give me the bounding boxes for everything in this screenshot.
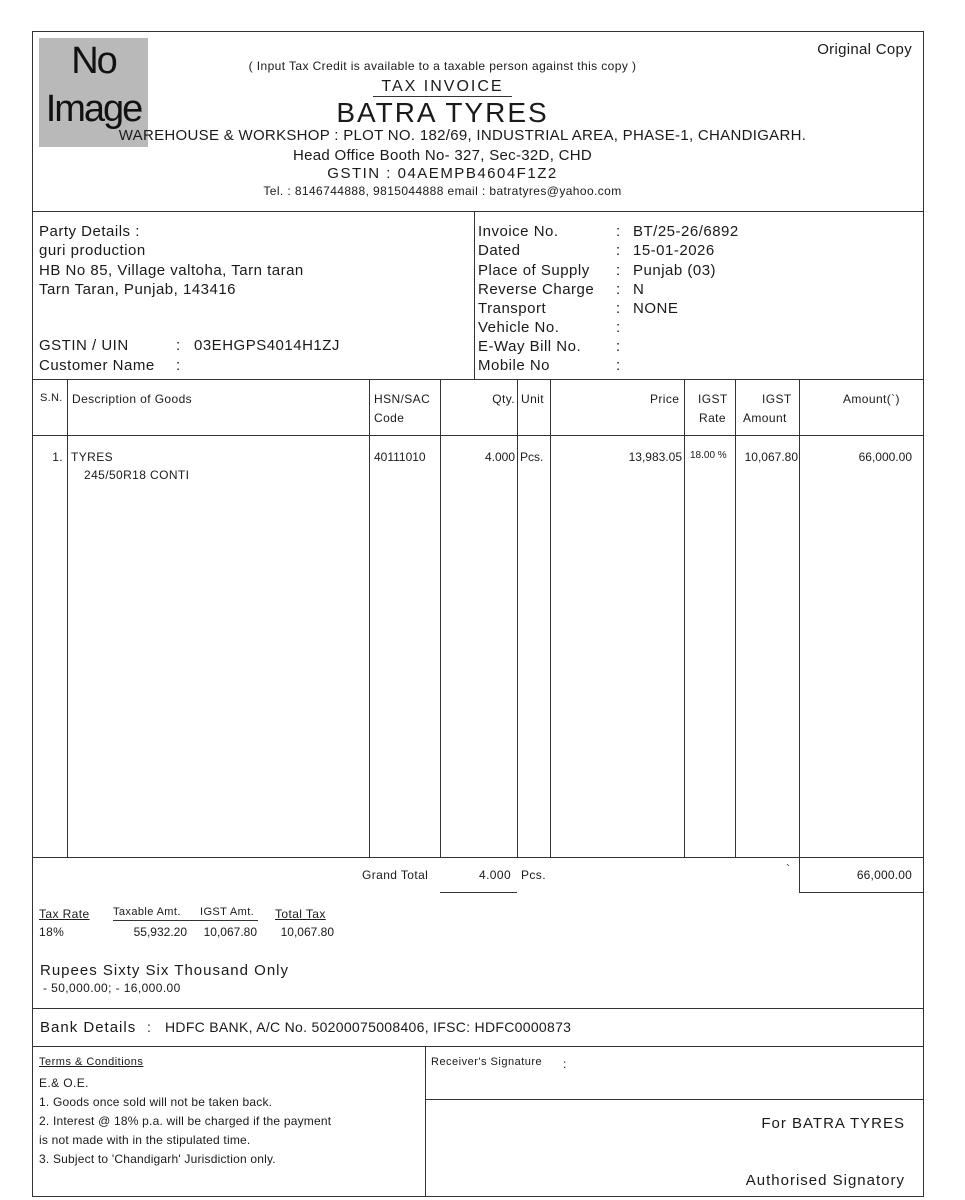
row-qty: 4.000 xyxy=(484,450,515,464)
party-gstin-value: 03EHGPS4014H1ZJ xyxy=(194,337,340,354)
itc-note: ( Input Tax Credit is available to a taxable person against this copy ) xyxy=(248,59,637,73)
taxable-amt-header: Taxable Amt. xyxy=(113,906,181,918)
bank-details-value: HDFC BANK, A/C No. 50200075008406, IFSC: HDFC0000873 xyxy=(165,1019,572,1035)
terms-line-1: E.& O.E. xyxy=(39,1076,89,1090)
th-hsn-1: HSN/SAC xyxy=(374,392,431,406)
tax-header-underline xyxy=(113,920,258,921)
th-igst-rate-2: Rate xyxy=(699,411,726,425)
row-price: 13,983.05 xyxy=(628,450,682,464)
divider-terms-top xyxy=(32,1046,924,1047)
th-qty: Qty. xyxy=(492,392,515,406)
reverse-charge-value: N xyxy=(633,281,645,298)
dated-label: Dated xyxy=(478,242,521,259)
col-line-qty xyxy=(517,379,518,857)
party-name: guri production xyxy=(39,242,146,259)
divider-bank-top xyxy=(32,1008,924,1009)
tax-rate-header: Tax Rate xyxy=(39,907,90,921)
grand-total-amount-underline xyxy=(799,892,924,893)
th-unit: Unit xyxy=(521,392,544,406)
dated-value: 15-01-2026 xyxy=(633,242,715,259)
invoice-no-colon: : xyxy=(616,223,621,240)
th-amount: Amount(`) xyxy=(843,392,900,406)
terms-line-2: 1. Goods once sold will not be taken back. xyxy=(39,1095,273,1109)
party-address-1: HB No 85, Village valtoha, Tarn taran xyxy=(39,262,304,279)
th-igst-rate-1: IGST xyxy=(698,392,728,406)
th-igst-amount-2: Amount xyxy=(743,411,787,425)
party-address-2: Tarn Taran, Punjab, 143416 xyxy=(39,281,237,298)
copy-label: Original Copy xyxy=(817,41,912,58)
vehicle-no-colon: : xyxy=(616,319,621,336)
mobile-no-label: Mobile No xyxy=(478,357,551,374)
place-of-supply-label: Place of Supply xyxy=(478,262,590,279)
igst-amt-header: IGST Amt. xyxy=(200,906,255,918)
col-line-igst-amount xyxy=(799,379,800,857)
col-line-desc xyxy=(369,379,370,857)
terms-line-4: is not made with in the stipulated time. xyxy=(39,1133,251,1147)
transport-label: Transport xyxy=(478,300,547,317)
amount-in-words: Rupees Sixty Six Thousand Only xyxy=(40,962,290,979)
col-line-igst-rate xyxy=(735,379,736,857)
grand-total-qty: 4.000 xyxy=(479,868,512,882)
company-address-2: Head Office Booth No- 327, Sec-32D, CHD xyxy=(292,147,593,164)
divider-terms-signature xyxy=(425,1046,426,1197)
vehicle-no-label: Vehicle No. xyxy=(478,319,560,336)
row-unit: Pcs. xyxy=(520,450,544,464)
th-sn: S.N. xyxy=(40,392,63,404)
party-gstin-label: GSTIN / UIN xyxy=(39,337,129,354)
row-igst-rate: 18.00 % xyxy=(690,450,727,461)
row-desc: TYRES xyxy=(71,450,114,464)
company-gstin: GSTIN : 04AEMPB4604F1Z2 xyxy=(327,165,558,182)
th-hsn-2: Code xyxy=(374,411,405,425)
terms-line-5: 3. Subject to 'Chandigarh' Jurisdiction only. xyxy=(39,1152,276,1166)
igst-amt-value: 10,067.80 xyxy=(203,925,257,939)
authorised-signatory: Authorised Signatory xyxy=(745,1172,905,1189)
total-tax-value: 10,067.80 xyxy=(280,925,334,939)
divider-header xyxy=(32,211,924,212)
bank-details-colon: : xyxy=(147,1019,152,1035)
party-heading: Party Details : xyxy=(39,223,140,240)
divider-receiver-signature xyxy=(425,1099,924,1100)
col-line-price xyxy=(684,379,685,857)
grand-total-unit: Pcs. xyxy=(521,868,546,882)
company-contact: Tel. : 8146744888, 9815044888 email : batratyres@yahoo.com xyxy=(263,184,622,198)
divider-party-table xyxy=(32,379,924,380)
bank-details-label: Bank Details xyxy=(40,1019,137,1036)
invoice-no-label: Invoice No. xyxy=(478,223,559,240)
place-of-supply-colon: : xyxy=(616,262,621,279)
grand-total-amount-left-line xyxy=(799,857,800,893)
grand-total-amount: 66,000.00 xyxy=(856,868,912,882)
th-price: Price xyxy=(650,392,680,406)
party-gstin-colon: : xyxy=(176,337,181,354)
total-tax-header: Total Tax xyxy=(275,907,326,921)
row-amount: 66,000.00 xyxy=(858,450,912,464)
grand-total-currency: ` xyxy=(786,862,791,876)
th-igst-amount-1: IGST xyxy=(762,392,792,406)
eway-bill-label: E-Way Bill No. xyxy=(478,338,582,355)
customer-name-label: Customer Name xyxy=(39,357,155,374)
divider-grand-total-top xyxy=(32,857,924,858)
terms-line-3: 2. Interest @ 18% p.a. will be charged if the payment xyxy=(39,1114,332,1128)
divider-party-invoice xyxy=(474,211,475,379)
row-hsn: 40111010 xyxy=(374,450,426,464)
dated-colon: : xyxy=(616,242,621,259)
transport-colon: : xyxy=(616,300,621,317)
doc-title-text: TAX INVOICE xyxy=(373,78,511,97)
logo-text-line1: No xyxy=(71,40,116,82)
taxable-amt-value: 55,932.20 xyxy=(133,925,187,939)
tax-rate-value: 18% xyxy=(39,925,65,939)
grand-total-qty-underline xyxy=(440,892,517,893)
for-company: For BATRA TYRES xyxy=(761,1115,905,1132)
col-line-sn xyxy=(67,379,68,857)
payment-note: - 50,000.00; - 16,000.00 xyxy=(43,981,181,995)
reverse-charge-label: Reverse Charge xyxy=(478,281,595,298)
col-line-unit xyxy=(550,379,551,857)
doc-title xyxy=(0,78,925,96)
row-igst-amount: 10,067.80 xyxy=(744,450,798,464)
row-desc-2: 245/50R18 CONTI xyxy=(84,468,190,482)
place-of-supply-value: Punjab (03) xyxy=(633,262,717,279)
receiver-signature-label: Receiver's Signature xyxy=(431,1056,543,1068)
mobile-no-colon: : xyxy=(616,357,621,374)
eway-bill-colon: : xyxy=(616,338,621,355)
company-name: BATRA TYRES xyxy=(336,97,549,128)
grand-total-label: Grand Total xyxy=(362,868,429,882)
th-description: Description of Goods xyxy=(72,392,193,406)
terms-heading: Terms & Conditions xyxy=(39,1056,144,1068)
row-sn: 1. xyxy=(52,450,63,464)
receiver-signature-colon: : xyxy=(563,1057,567,1071)
col-line-hsn xyxy=(440,379,441,857)
divider-table-header xyxy=(32,435,924,436)
reverse-charge-colon: : xyxy=(616,281,621,298)
logo-text-line2: Image xyxy=(45,88,142,130)
transport-value: NONE xyxy=(633,300,679,317)
customer-name-colon: : xyxy=(176,357,181,374)
invoice-no-value: BT/25-26/6892 xyxy=(633,223,739,240)
company-address-1: WAREHOUSE & WORKSHOP : PLOT NO. 182/69, INDUSTRIAL AREA, PHASE-1, CHANDIGARH. xyxy=(118,127,807,144)
